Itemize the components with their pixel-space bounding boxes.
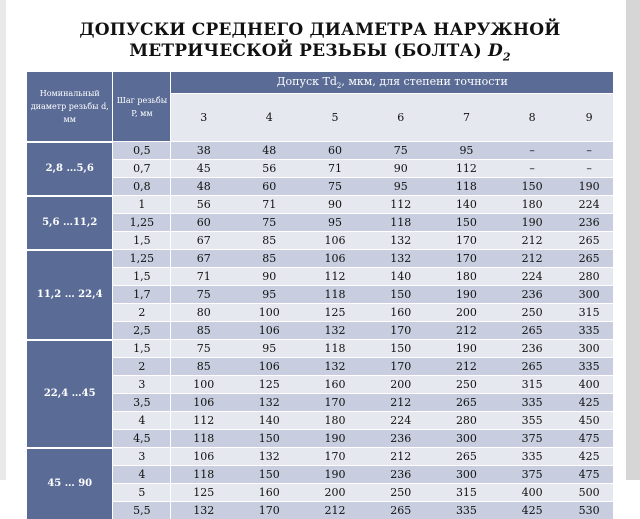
tolerance-value-cell: 475 [565,430,613,448]
tolerance-value-cell: 190 [434,286,499,304]
tolerance-value-cell: 160 [302,376,367,394]
tolerance-value-cell: – [565,142,613,160]
tolerance-value-cell: 75 [236,214,302,232]
thread-pitch-cell: 0,7 [113,160,171,178]
tolerance-value-cell: 95 [236,286,302,304]
tolerance-value-cell: 170 [236,502,302,519]
table-row [27,394,613,412]
tolerance-value-cell: 150 [236,466,302,484]
tolerance-value-cell: 112 [434,160,499,178]
tolerance-value-cell: 71 [302,160,367,178]
tolerance-value-cell: 90 [368,160,434,178]
tolerance-value-cell: 160 [236,484,302,502]
tolerance-value-cell: 132 [236,394,302,412]
thread-pitch-cell: 5 [113,484,171,502]
tolerance-value-cell: 212 [302,502,367,519]
header-row-1 [27,72,613,94]
tolerance-value-cell: 95 [302,214,367,232]
tolerance-value-cell: 100 [236,304,302,322]
tolerance-value-cell: 212 [368,394,434,412]
tolerance-value-cell: 400 [565,376,613,394]
tolerance-value-cell: 118 [368,214,434,232]
tolerance-value-cell: 85 [236,232,302,250]
title-symbol-letter: D [488,41,503,61]
tolerance-value-cell: 170 [434,232,499,250]
thread-pitch-cell: 0,8 [113,178,171,196]
tolerance-value-cell: 125 [236,376,302,394]
header-tolerance-subscript: 2 [337,82,341,90]
table-row [27,214,613,232]
thread-pitch-cell: 1,7 [113,286,171,304]
table-row [27,376,613,394]
thread-pitch-cell: 1,5 [113,232,171,250]
tolerance-value-cell: 335 [565,322,613,340]
tolerance-value-cell: – [499,142,565,160]
header-degree: 9 [565,94,613,142]
header-thread-pitch: Шаг резьбы P, мм [113,72,171,142]
tolerance-value-cell: 300 [434,430,499,448]
tolerance-value-cell: 250 [434,376,499,394]
tolerance-value-cell: 112 [171,412,236,430]
header-degree: 6 [368,94,434,142]
tolerance-value-cell: 450 [565,412,613,430]
tolerance-value-cell: 190 [302,430,367,448]
thread-pitch-cell: 2 [113,304,171,322]
tolerance-value-cell: 150 [368,286,434,304]
tolerance-value-cell: 180 [499,196,565,214]
header-degree: 8 [499,94,565,142]
tolerance-value-cell: 475 [565,466,613,484]
thread-pitch-cell: 4 [113,466,171,484]
tolerance-value-cell: 106 [302,250,367,268]
tolerance-value-cell: 250 [368,484,434,502]
title-symbol-subscript: 2 [503,50,511,63]
tolerance-value-cell: 90 [302,196,367,214]
tolerance-value-cell: 530 [565,502,613,519]
table-row [27,196,613,214]
tolerance-value-cell: 60 [302,142,367,160]
tolerance-value-cell: 100 [171,376,236,394]
right-frame-edge [626,0,640,480]
table-row [27,466,613,484]
tolerance-value-cell: 71 [236,196,302,214]
thread-pitch-cell: 4 [113,412,171,430]
header-tolerance-rest: , мкм, для степени точности [341,75,507,88]
tolerance-value-cell: 265 [434,394,499,412]
table-row [27,340,613,358]
table-row [27,250,613,268]
title-line-2-text: МЕТРИЧЕСКОЙ РЕЗЬБЫ (БОЛТА) [129,41,482,61]
tolerance-value-cell: 60 [236,178,302,196]
page-title [0,20,640,67]
tolerance-value-cell: 224 [368,412,434,430]
tolerance-value-cell: 335 [565,358,613,376]
tolerance-value-cell: 75 [171,286,236,304]
tolerance-value-cell: 212 [434,322,499,340]
tolerance-value-cell: 125 [302,304,367,322]
tolerance-value-cell: 75 [171,340,236,358]
tolerance-value-cell: 425 [499,502,565,519]
tolerance-value-cell: 180 [434,268,499,286]
thread-pitch-cell: 2 [113,358,171,376]
tolerance-value-cell: 106 [302,232,367,250]
tolerance-value-cell: 48 [171,178,236,196]
tolerance-value-cell: 132 [302,322,367,340]
tolerance-value-cell: 300 [565,286,613,304]
tolerance-value-cell: 212 [499,232,565,250]
table-row [27,430,613,448]
header-tolerance-label: Допуск Td [277,75,337,88]
thread-pitch-cell: 1,25 [113,214,171,232]
tolerance-value-cell: 150 [236,430,302,448]
table-row [27,232,613,250]
tolerance-value-cell: 150 [368,340,434,358]
tolerance-value-cell: 132 [302,358,367,376]
table-row [27,142,613,160]
tolerance-value-cell: 400 [499,484,565,502]
tolerance-value-cell: 355 [499,412,565,430]
nominal-diameter-range: 2,8 …5,6 [27,142,113,196]
tolerance-value-cell: 236 [368,466,434,484]
table-row [27,484,613,502]
tolerance-value-cell: 212 [368,448,434,466]
table-row [27,286,613,304]
tolerance-table [27,72,613,519]
table-row [27,178,613,196]
header-degree: 4 [236,94,302,142]
tolerance-value-cell: 170 [368,358,434,376]
table-row [27,358,613,376]
nominal-diameter-range: 22,4 …45 [27,340,113,448]
tolerance-value-cell: 315 [565,304,613,322]
tolerance-value-cell: 67 [171,232,236,250]
tolerance-value-cell: 170 [302,394,367,412]
tolerance-value-cell: 190 [499,214,565,232]
tolerance-value-cell: 265 [368,502,434,519]
tolerance-value-cell: 106 [236,322,302,340]
thread-pitch-cell: 0,5 [113,142,171,160]
tolerance-value-cell: 224 [499,268,565,286]
tolerance-value-cell: 265 [434,448,499,466]
tolerance-value-cell: 85 [171,358,236,376]
tolerance-value-cell: 150 [499,178,565,196]
tolerance-value-cell: 95 [236,340,302,358]
thread-pitch-cell: 3,5 [113,394,171,412]
tolerance-value-cell: 112 [302,268,367,286]
tolerance-value-cell: 60 [171,214,236,232]
tolerance-value-cell: 315 [499,376,565,394]
tolerance-value-cell: – [565,160,613,178]
tolerance-value-cell: 80 [171,304,236,322]
tolerance-value-cell: 212 [434,358,499,376]
tolerance-value-cell: 150 [434,214,499,232]
table-row [27,322,613,340]
tolerance-value-cell: 280 [434,412,499,430]
tolerance-value-cell: 56 [171,196,236,214]
tolerance-value-cell: 95 [434,142,499,160]
table-row [27,412,613,430]
tolerance-value-cell: 300 [565,340,613,358]
tolerance-value-cell: 224 [565,196,613,214]
tolerance-value-cell: 375 [499,466,565,484]
tolerance-value-cell: 112 [368,196,434,214]
thread-pitch-cell: 3 [113,376,171,394]
tolerance-value-cell: 190 [302,466,367,484]
tolerance-value-cell: 425 [565,394,613,412]
tolerance-value-cell: 75 [302,178,367,196]
thread-pitch-cell: 5,5 [113,502,171,519]
tolerance-value-cell: 180 [302,412,367,430]
tolerance-value-cell: 335 [499,448,565,466]
table-row [27,502,613,519]
nominal-diameter-range: 11,2 … 22,4 [27,250,113,340]
tolerance-value-cell: 212 [499,250,565,268]
tolerance-value-cell: 67 [171,250,236,268]
thread-pitch-cell: 1,5 [113,268,171,286]
tolerance-value-cell: 265 [499,322,565,340]
title-symbol [488,41,511,61]
thread-pitch-cell: 2,5 [113,322,171,340]
tolerance-value-cell: 190 [434,340,499,358]
tolerance-value-cell: 300 [434,466,499,484]
table-row [27,448,613,466]
tolerance-value-cell: 190 [565,178,613,196]
tolerance-value-cell: 85 [236,250,302,268]
tolerance-value-cell: 200 [368,376,434,394]
thread-pitch-cell: 3 [113,448,171,466]
tolerance-value-cell: 236 [499,286,565,304]
nominal-diameter-range: 45 … 90 [27,448,113,519]
tolerance-value-cell: 106 [171,394,236,412]
tolerance-value-cell: 170 [368,322,434,340]
thread-pitch-cell: 1 [113,196,171,214]
title-line-2 [0,41,640,67]
tolerance-value-cell: 71 [171,268,236,286]
tolerance-value-cell: 500 [565,484,613,502]
tolerance-value-cell: 335 [434,502,499,519]
tolerance-value-cell: 118 [171,430,236,448]
tolerance-value-cell: 90 [236,268,302,286]
tolerance-value-cell: – [499,160,565,178]
title-line-1: ДОПУСКИ СРЕДНЕГО ДИАМЕТРА НАРУЖНОЙ [0,20,640,41]
nominal-diameter-range: 5,6 …11,2 [27,196,113,250]
tolerance-value-cell: 375 [499,430,565,448]
tolerance-value-cell: 335 [499,394,565,412]
thread-pitch-cell: 4,5 [113,430,171,448]
tolerance-value-cell: 140 [434,196,499,214]
tolerance-value-cell: 265 [499,358,565,376]
tolerance-value-cell: 200 [434,304,499,322]
header-degree: 3 [171,94,236,142]
tolerance-value-cell: 38 [171,142,236,160]
tolerance-value-cell: 75 [368,142,434,160]
tolerance-value-cell: 280 [565,268,613,286]
thread-pitch-cell: 1,5 [113,340,171,358]
tolerance-value-cell: 132 [236,448,302,466]
tolerance-value-cell: 45 [171,160,236,178]
header-nominal-diameter: Номинальный диаметр резьбы d, мм [27,72,113,142]
table-row [27,160,613,178]
tolerance-value-cell: 85 [171,322,236,340]
tolerance-value-cell: 106 [171,448,236,466]
header-tolerance [171,72,613,94]
tolerance-value-cell: 236 [565,214,613,232]
tolerance-value-cell: 170 [434,250,499,268]
tolerance-value-cell: 56 [236,160,302,178]
tolerance-value-cell: 125 [171,484,236,502]
tolerance-value-cell: 170 [302,448,367,466]
tolerance-value-cell: 236 [499,340,565,358]
tolerance-value-cell: 132 [171,502,236,519]
tolerance-value-cell: 106 [236,358,302,376]
tolerance-value-cell: 140 [236,412,302,430]
table-row [27,268,613,286]
thread-pitch-cell: 1,25 [113,250,171,268]
table-body [27,142,613,519]
tolerance-value-cell: 315 [434,484,499,502]
table-row [27,304,613,322]
header-degree: 5 [302,94,367,142]
tolerance-value-cell: 132 [368,250,434,268]
tolerance-value-cell: 160 [368,304,434,322]
tolerance-value-cell: 250 [499,304,565,322]
tolerance-value-cell: 118 [434,178,499,196]
left-frame-edge [0,0,6,480]
tolerance-value-cell: 95 [368,178,434,196]
header-degree: 7 [434,94,499,142]
tolerance-value-cell: 236 [368,430,434,448]
tolerance-value-cell: 118 [302,286,367,304]
tolerance-value-cell: 132 [368,232,434,250]
tolerance-value-cell: 425 [565,448,613,466]
tolerance-value-cell: 118 [171,466,236,484]
tolerance-value-cell: 200 [302,484,367,502]
tolerance-value-cell: 265 [565,232,613,250]
tolerance-value-cell: 118 [302,340,367,358]
tolerance-value-cell: 265 [565,250,613,268]
tolerance-value-cell: 48 [236,142,302,160]
tolerance-value-cell: 140 [368,268,434,286]
